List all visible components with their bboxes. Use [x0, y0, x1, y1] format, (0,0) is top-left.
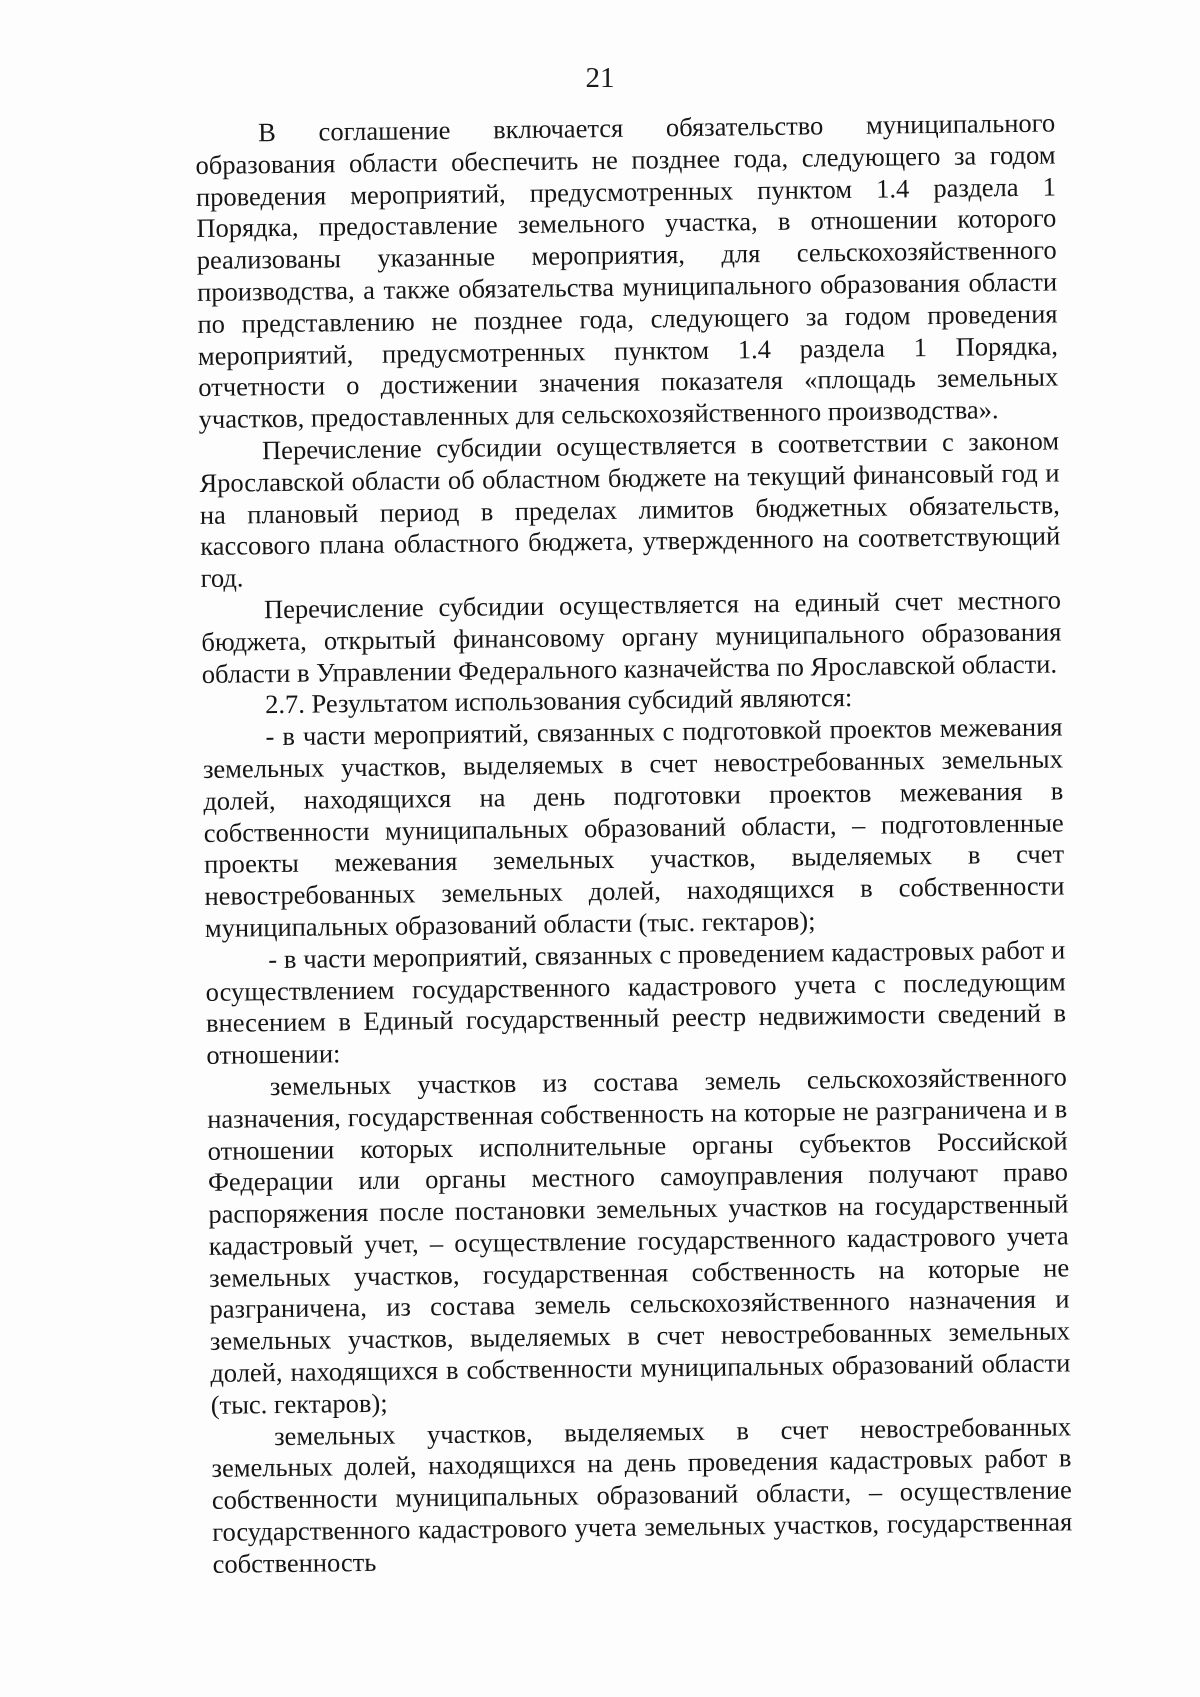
list-item-surveying-projects: - в части мероприятий, связанных с подготовкой проектов межевания земельных участков, выделяемых в счет невостребованных земельных долей, находящихся на день подготовки проектов межевания в собственности муниципальных образований области, – подготовленные проекты межевания земельных участков, выделяемых в счет невостребованных земельных долей, находящихся в собственности муниципальных образований области (тыс. гектаров);: [202, 711, 1065, 943]
sub-item-unclaimed-shares: земельных участков, выделяемых в счет невостребованных земельных долей, находящихся на день проведения кадастровых работ в собственности муниципальных образований области, – осуществление государственного кадастрового учета земельных участков, государственная собственность: [211, 1411, 1073, 1579]
list-item-cadastral-works: - в части мероприятий, связанных с проведением кадастровых работ и осуществлением государственного кадастрового учета с последующим внесением в Единый государственный реестр недвижимости сведений в отношении:: [205, 934, 1067, 1071]
section-heading-2-7: 2.7. Результатом использования субсидий являются:: [264, 682, 853, 720]
page-number: 21: [585, 62, 615, 94]
document-body: [195, 107, 1073, 1580]
paragraph-agreement-obligation: В соглашение включается обязательство муниципального образования области обеспечить не позднее года, следующего за годом проведения мероприятий, предусмотренных пунктом 1.4 раздела 1 Порядка, предоставление земельного участка, в отношении которого реализованы указанные мероприятия, для сельскохозяйственного производства, а также обязательства муниципального образования области по представлению не позднее года, следующего за годом проведения мероприятий, предусмотренных пунктом 1.4 раздела 1 Порядка, отчетности о достижении значения показателя «площадь земельных участков, предоставленных для сельскохозяйственного производства».: [195, 107, 1059, 435]
paragraph-subsidy-transfer-law: Перечисление субсидии осуществляется в соответствии с законом Ярославской области об областном бюджете на текущий финансовый год и на плановый период в пределах лимитов бюджетных обязательств, кассового плана областного бюджета, утвержденного на соответствующий год.: [199, 425, 1061, 594]
paragraph-subsidy-transfer-account: Перечисление субсидии осуществляется на единый счет местного бюджета, открытый финансовому органу муниципального образования области в Управлении Федерального казначейства по Ярославской области.: [201, 584, 1062, 689]
sub-item-state-land-plots: земельных участков из состава земель сельскохозяйственного назначения, государственная собственность на которые не разграничена и в отношении которых исполнительные органы субъектов Российской Федерации или органы местного самоуправления получают право распоряжения после постановки земельных участков на государственный кадастровый учет, – осуществление государственного кадастрового учета земельных участков, государственная собственность на которые не разграничена, из состава земель сельскохозяйственного назначения и земельных участков, выделяемых в счет невостребованных земельных долей, находящихся в собственности муниципальных образований области (тыс. гектаров);: [207, 1061, 1071, 1420]
